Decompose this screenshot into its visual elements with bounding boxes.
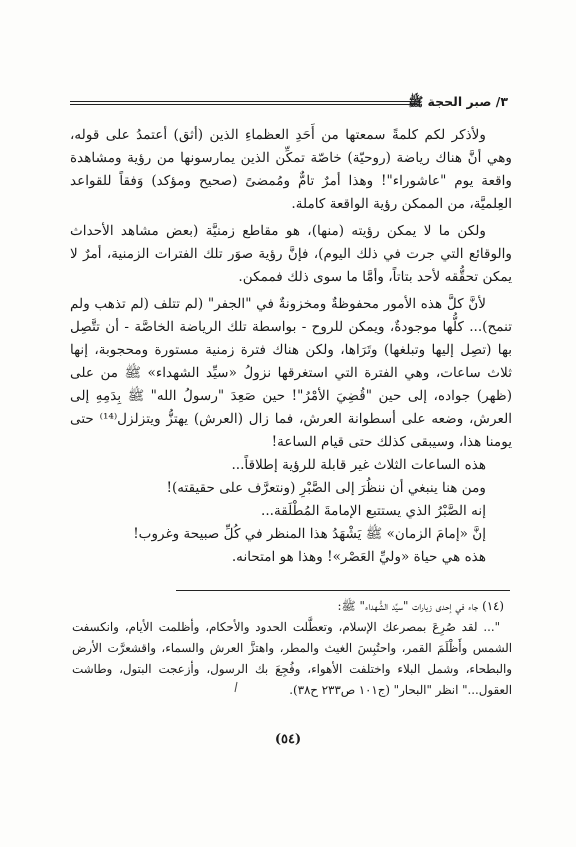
paragraph: لأنَّ كلَّ هذه الأمور محفوظةٌ ومخزونةٌ في "الجفر" (لم تتلف (لم تذهب ولم تنمح)... كلُّها موجودةٌ، ويمكن للروح - بواسطة تلك الرياضة الخاصَّة - أن تتَّصِل بها (تصِل إليها وتبلغها) وتَرَاها، ولكن هناك فترة زمنية مستورة ومحجوبة، إنها ثلاث ساعات، وهي الفترة التي استغرقها نزولُ «سيِّد الشهداء» ﷺ من على (ظهر) جواده، إلى حين "قُضِيَ الأمْرُ"! حين صَعِدَ "رسولُ الله" ﷺ بِدَمِهِ إلى العرش، وضعه على أسطوانة العرش، فما زال (العرش) يهتزُّ ويتزلزل⁽¹⁴⁾ حتى يومنا هذا، وسيبقى كذلك حتى قيام الساعة! (70, 296, 512, 450)
text-line: هذه هي حياة «وليِّ العَصْر»! وهذا هو امتحانه. (231, 549, 486, 565)
footnote-heading: (١٤) جاء في إحدى زيارات "سيِّد الشُّهداء" ﷺ: (337, 599, 504, 613)
text-line: ومن هنا ينبغي أن ننظُرَ إلى الصَّبْرِ (ونتعرَّف على حقيقته)! (166, 480, 486, 496)
paragraph: ولأذكر لكم كلمةً سمعتها من أَحَدِ العظماءِ الذين (أثق) أعتمدُ على قوله، وهي أنَّ هناك رياضة (روحيّة) خاصّة تمكِّن الذين يمارسونها من رؤية ومشاهدة واقعة يوم "عاشوراء"! وهذا أمرٌ تامٌّ ومُمضىً (صحيح ومؤكد) وَفقاً للقواعد العِلميَّة، من الممكن رؤية الواقعة كاملة. (70, 127, 512, 212)
footnote-text: "... لقد صُرِعَ بمصرعك الإسلام، وتعطَّلت الحدود والأحكام، وأظلمت الأيام، وانكسفت الشمس وأَظْلَمَ القمر، واحتُبِسَ الغيث والمطر، واهتزَّ العرش والسماء، واقشعرَّت الأرض والبطحاء، وشمل البلاء واختلفت الأهواء، وفُجِعَ بك الرسول، وأزعجت البتول، وطاشت العقول..." انظر "البحار" (ج١٠١ ص٢٣٣ ح٣٨). (72, 620, 512, 697)
paragraph: ولكن ما لا يمكن رؤيته (منها)، هو مقاطع زمنيَّة (بعض مشاهد الأحداث والوقائع التي جرت في ذلك اليوم)، فإنَّ رؤية صوَر تلك الفترات الزمنية، أمرٌ لا يمكن تحقُّقه لأحد بتاتاً، وأمَّا ما سوى ذلك فممكن. (70, 223, 512, 285)
main-text (70, 124, 512, 569)
pen-mark (232, 681, 240, 693)
text-line: هذه الساعات الثلاث غير قابلة للرؤية إطلاقاً... (231, 457, 486, 473)
footnotes (72, 596, 512, 701)
text-line: إنه الصَّبْرُ الذي يستتبع الإمامةَ المُطْلَقة... (261, 503, 486, 519)
footnote-separator (176, 590, 510, 591)
text-line: إنَّ «إمامَ الزمان» ﷺ يَشْهَدُ هذا المنظر في كُلِّ صبيحة وغروب! (133, 526, 486, 542)
page-number: (٥٤) (274, 732, 302, 747)
running-header (70, 94, 508, 114)
chapter-title: ٣/ صبر الحجة ﷺ (408, 94, 508, 109)
header-rule (70, 101, 420, 102)
header-rule-thin (70, 104, 420, 105)
